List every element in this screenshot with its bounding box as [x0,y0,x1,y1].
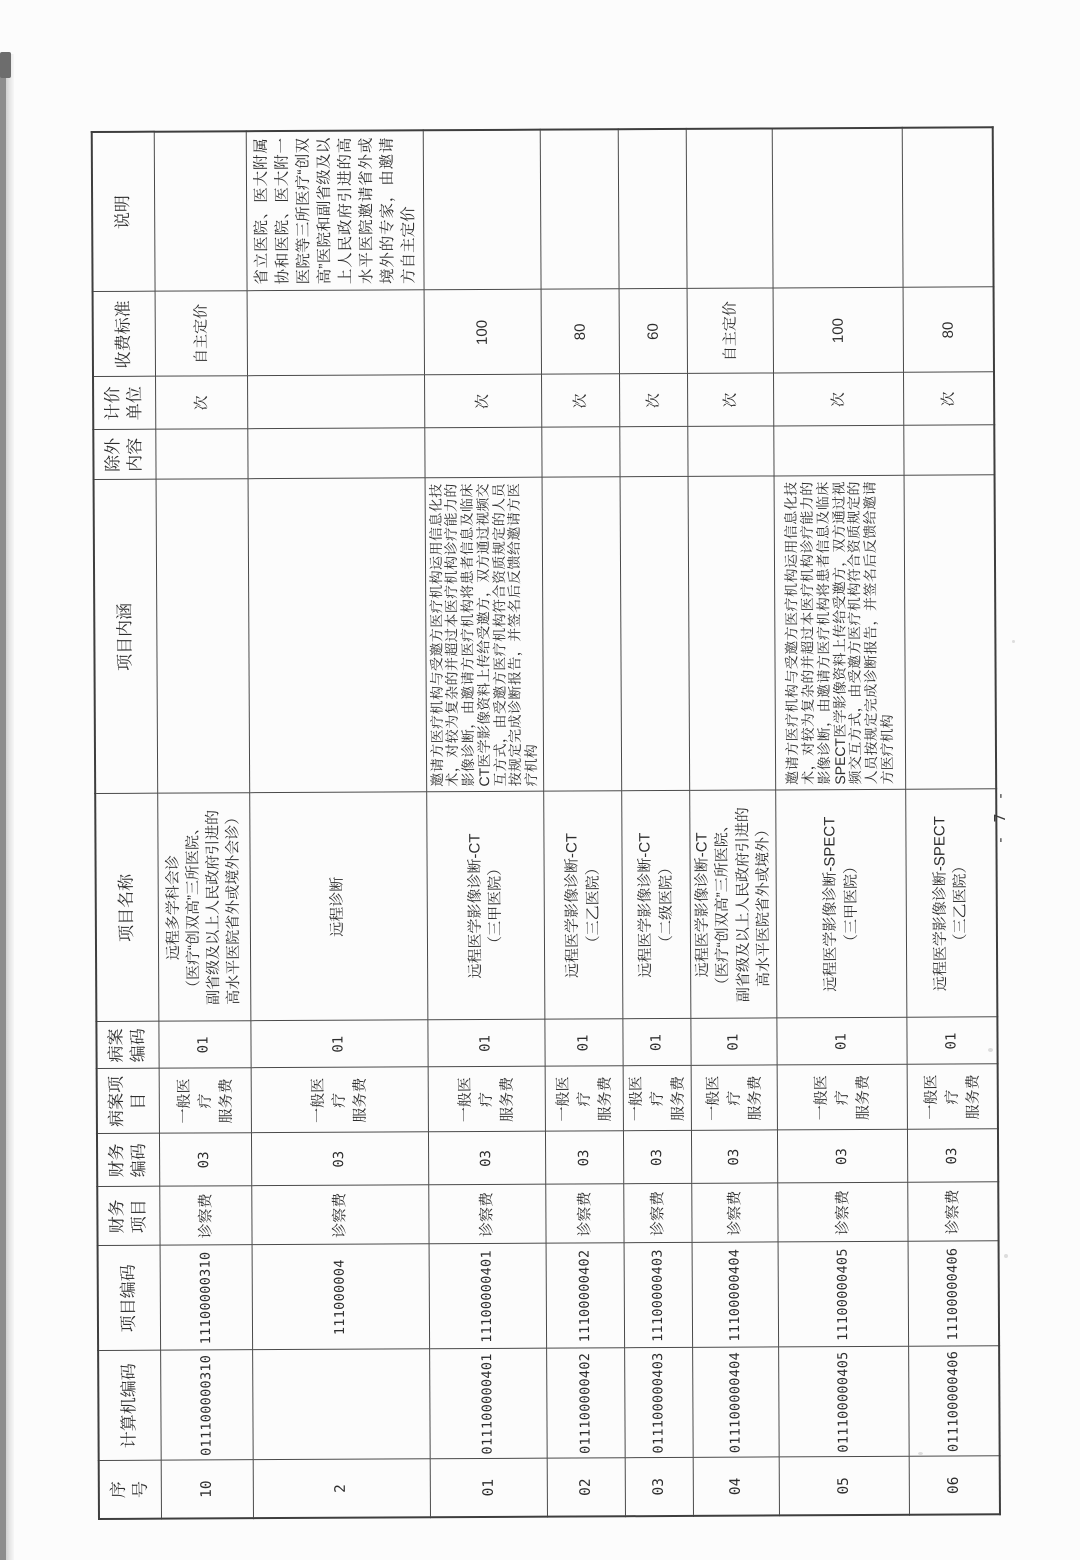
computer-code-cell: 011100000310 [160,1350,253,1460]
fee-cell: 自主定价 [687,288,773,373]
note-cell [686,128,773,288]
record-item-cell: 一般医疗 服务费 [691,1065,777,1130]
finance-code-cell: 03 [428,1132,546,1186]
record-code-cell: 01 [691,1018,777,1065]
record-item-cell: 一般医疗 服务费 [623,1066,691,1131]
col-header-seq: 序 号 [99,1461,161,1519]
computer-code-cell: 011100000402 [547,1348,626,1458]
item-name-cell: 远程诊断 [249,792,427,1021]
note-cell [902,127,993,287]
seq-cell: 05 [779,1457,909,1516]
seq-cell: 04 [693,1457,779,1515]
exclusion-cell [904,425,994,475]
item-content-cell: 邀请方医疗机构与受邀方医疗机构运用信息化技术，对较为复杂的并超过本医疗机构诊疗能力的影像诊断，由邀请方医疗机构将患者信息及临床CT医学影像资料上传给受邀方，双方通过视频交互方式，由受邀方医疗机构符合资质规定的人员按规定完成诊断报告，并签名后反馈给邀请方医疗机构 [425,478,544,793]
scan-speck [1012,640,1015,643]
seq-cell: 06 [909,1456,999,1514]
record-code-cell: 01 [250,1020,427,1068]
unit-cell: 次 [620,374,688,427]
fee-cell: 60 [619,289,687,374]
exclusion-cell [688,426,774,476]
page-number: - 7 - [991,789,1009,845]
col-header-item-content: 项目内涵 [94,480,158,794]
item-code-cell: 11100000405 [778,1242,909,1348]
item-content-cell [688,476,776,790]
note-cell [618,129,687,289]
fee-cell: 自主定价 [155,291,247,376]
record-item-cell: 一般医疗 服务费 [545,1066,623,1131]
exclusion-cell [542,427,620,477]
table-row [540,129,625,1516]
col-header-fee-standard: 收费标准 [93,292,155,377]
finance-item-cell: 诊察费 [624,1184,692,1243]
rotated-table-wrapper [91,128,982,1520]
finance-item-cell: 诊察费 [908,1182,998,1241]
note-cell [540,129,619,289]
finance-item-cell: 诊察费 [251,1185,428,1245]
computer-code-cell: 011100000405 [779,1347,910,1458]
record-code-cell: 01 [623,1019,691,1066]
computer-code-cell: 011100000403 [625,1348,694,1458]
finance-item-cell: 诊察费 [778,1183,908,1243]
exclusion-cell [774,426,904,477]
scanner-edge-mark [0,52,11,78]
exclusion-cell [155,429,247,479]
item-code-cell: 11100000404 [692,1242,779,1347]
item-code-cell: 111000004 [252,1244,430,1350]
item-name-cell: 远程医学影像诊断-CT （二级医院） [622,791,691,1019]
computer-code-cell: 011100000406 [909,1346,1000,1456]
fee-cell: 100 [424,290,542,376]
seq-cell: 03 [625,1458,693,1516]
finance-item-cell: 诊察费 [546,1184,624,1243]
col-header-finance-item: 财务 项目 [97,1187,159,1246]
finance-code-cell: 03 [908,1129,998,1182]
finance-code-cell: 03 [251,1132,428,1186]
item-code-cell: 11100000403 [624,1243,693,1348]
record-code-cell: 01 [545,1019,623,1066]
record-code-cell: 01 [427,1020,545,1068]
item-code-cell: 11100000401 [429,1244,547,1350]
finance-item-cell: 诊察费 [159,1186,251,1245]
seq-cell: 2 [253,1459,430,1518]
computer-code-cell: 011100000404 [693,1347,780,1457]
seq-cell: 10 [161,1460,253,1518]
exclusion-cell [424,428,542,479]
item-name-cell: 远程多学科会诊 （医疗“创双高”三所医院、 副省级及以上人民政府引进的 高水平医院省外或境外会诊） [157,793,250,1021]
header-row [92,132,161,1519]
medical-price-table [91,126,1001,1520]
note-cell [423,130,541,291]
col-header-record-code: 病案 编码 [96,1022,158,1069]
table-row [686,128,779,1515]
fee-cell: 100 [773,288,903,374]
col-header-note: 说明 [92,132,155,292]
item-name-cell: 远程医学影像诊断-SPECT （三甲医院） [776,790,907,1019]
record-item-cell: 一般医疗 服务费 [251,1067,428,1133]
item-content-cell [156,479,250,793]
item-code-cell: 11100000406 [908,1241,999,1346]
item-name-cell: 远程医学影像诊断-SPECT （三乙医院） [906,789,997,1017]
unit-cell: 次 [688,373,774,426]
record-item-cell: 一般医疗 服务费 [777,1065,907,1131]
col-header-exclusion: 除外 内容 [93,430,155,480]
table-row [246,130,430,1518]
item-content-cell [542,477,622,791]
finance-code-cell: 03 [692,1130,778,1183]
finance-code-cell: 03 [159,1133,251,1186]
item-content-cell [248,478,427,793]
col-header-record-item: 病案项 目 [97,1069,159,1134]
table-row [772,128,909,1516]
fee-cell [247,290,424,376]
table-row [154,131,253,1518]
note-cell [772,128,903,289]
note-cell [154,131,247,291]
unit-cell [247,375,424,429]
note-cell: 省立医院、医大附属协和医院、医大附一医院等三所医疗“创双高”医院和副省级及以上人民政府引进的高水平医院邀请省外或境外的专家，由邀请方自主定价 [246,130,424,291]
col-header-computer-code: 计算机编码 [98,1351,161,1461]
record-code-cell: 01 [158,1021,250,1068]
finance-code-cell: 03 [778,1130,908,1184]
unit-cell: 次 [774,373,904,427]
unit-cell: 次 [424,375,542,429]
table-row [902,127,999,1514]
finance-code-cell: 03 [624,1131,692,1184]
item-content-cell [904,475,996,789]
col-header-unit: 计价 单位 [93,377,155,430]
fee-cell: 80 [541,289,619,374]
col-header-item-name: 项目名称 [95,794,158,1022]
item-name-cell: 远程医学影像诊断-CT （医疗“创双高”三所医院、 副省级及以上人民政府引进的 高水平医院省外或境外） [690,790,777,1018]
table-row [618,129,693,1516]
computer-code-cell: 011100000401 [429,1349,547,1460]
table-row [423,130,548,1518]
record-item-cell: 一般医疗 服务费 [428,1067,546,1133]
record-code-cell: 01 [777,1018,907,1066]
item-content-cell [620,477,690,791]
scanner-edge-line [0,56,6,1560]
record-item-cell: 一般医疗 服务费 [159,1068,251,1133]
unit-cell: 次 [155,376,247,429]
unit-cell: 次 [542,374,620,427]
fee-cell: 80 [903,287,993,372]
finance-code-cell: 03 [546,1131,624,1184]
seq-cell: 02 [547,1458,625,1516]
col-header-item-code: 项目编码 [98,1246,161,1351]
item-code-cell: 11100000402 [546,1243,625,1348]
unit-cell: 次 [904,372,994,425]
finance-item-cell: 诊察费 [692,1183,778,1242]
item-name-cell: 远程医学影像诊断-CT （三乙医院） [544,791,623,1019]
finance-item-cell: 诊察费 [428,1185,546,1245]
record-item-cell: 一般医疗 服务费 [907,1064,997,1129]
exclusion-cell [247,428,424,479]
item-code-cell: 11100000310 [160,1245,253,1350]
computer-code-cell [252,1349,430,1460]
seq-cell: 01 [430,1459,548,1518]
item-name-cell: 远程医学影像诊断-CT （三甲医院） [426,792,545,1021]
record-code-cell: 01 [907,1017,997,1064]
col-header-finance-code: 财务 编码 [97,1134,159,1187]
scan-speck [1004,1254,1008,1258]
item-content-cell: 邀请方医疗机构与受邀方医疗机构运用信息化技术，对较为复杂的并超过本医疗机构诊疗能力的影像诊断，由邀请方医疗机构将患者信息及临床SPECT医学影像资料上传给受邀方，双方通过视频交互方式，由受邀方医疗机构符合资质规定的人员按规定完成诊断报告，并签名后反馈给邀请方医疗机构 [774,476,906,791]
exclusion-cell [620,427,688,477]
